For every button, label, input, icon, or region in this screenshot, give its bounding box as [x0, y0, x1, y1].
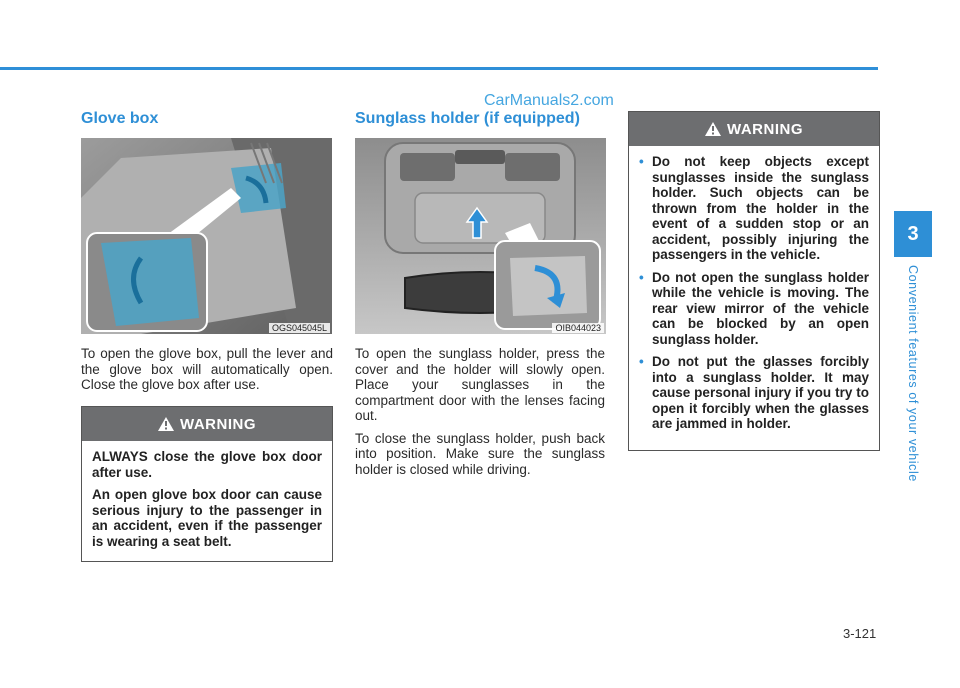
sunglass-paragraph-1: To open the sunglass holder, press the cover and the holder will slowly open. Place your sunglasses in the compartment door with the lenses facing out.: [355, 346, 605, 423]
sunglass-warning: [628, 111, 880, 451]
warning-list: [639, 154, 869, 432]
glove-box-illustration: [81, 138, 332, 334]
sunglass-photo: [355, 138, 606, 334]
warning-paragraph-2: An open glove box door can cause serious injury to the passenger in an accident, even if the passenger is wearing a seat belt.: [92, 487, 322, 549]
chapter-title: Convenient features of your vehicle: [906, 265, 920, 482]
glove-box-warning: [81, 406, 333, 562]
page-number: 3-121: [843, 626, 877, 641]
chapter-title-vertical: [902, 265, 924, 495]
sunglass-paragraph-2: To close the sunglass holder, push back into position. Make sure the sunglass holder is closed while driving.: [355, 430, 605, 477]
sunglass-image-code: OIB044023: [552, 323, 604, 333]
warning-item-3: • Do not put the glasses forcibly into a sunglass holder. It may cause personal injury if you try to open it forcibly when the glasses are jammed in holder.: [639, 354, 869, 432]
warning-body: [82, 441, 332, 564]
glove-box-photo: [81, 138, 332, 334]
warning-header: [82, 407, 332, 441]
sunglass-illustration: [355, 138, 606, 334]
header-rule: [0, 67, 878, 70]
glove-box-instructions: [81, 346, 333, 400]
glove-box-image-code: OGS045045L: [269, 323, 330, 333]
warning-header: [629, 112, 879, 146]
watermark-text: CarManuals2.com: [484, 92, 614, 109]
warning-item-2: • Do not open the sunglass holder while the vehicle is moving. The rear view mirror of the vehicle can be blocked by an open sunglass holder.: [639, 270, 869, 348]
chapter-tab: 3: [894, 211, 932, 257]
warning-title: WARNING: [180, 415, 256, 433]
glove-box-heading: Glove box: [81, 110, 159, 127]
warning-title: WARNING: [727, 120, 803, 138]
glove-box-paragraph: To open the glove box, pull the lever and the glove box will automatically open. Close the glove box after use.: [81, 346, 333, 392]
warning-triangle-icon: [158, 417, 174, 431]
warning-item-1: • Do not keep objects except sunglasses inside the sunglass holder. Such objects can be thrown from the holder in the event of a sudden stop or an accident, possibly injuring the passengers in the vehicle.: [639, 154, 869, 263]
warning-paragraph-1: ALWAYS close the glove box door after use.: [92, 449, 322, 480]
sunglass-heading: Sunglass holder (if equipped): [355, 110, 580, 127]
warning-body: [629, 146, 879, 447]
sunglass-instructions: [355, 346, 605, 484]
warning-triangle-icon: [705, 122, 721, 136]
